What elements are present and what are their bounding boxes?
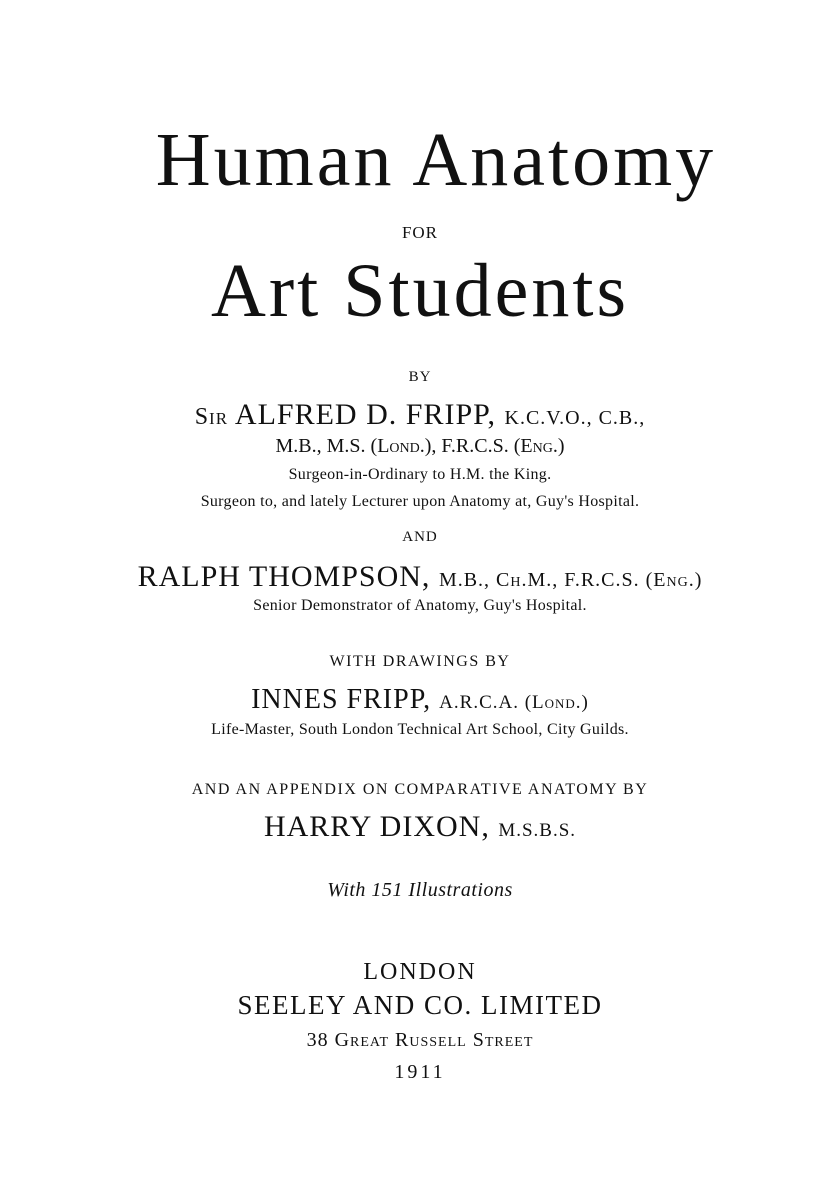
- author1-heading: [0, 400, 840, 430]
- author1-role-b: Surgeon to, and lately Lecturer upon Anatomy at, Guy's Hospital.: [200, 493, 640, 510]
- author1-degrees-a: K.C.V.O., C.B.,: [504, 407, 646, 429]
- title-connector: FOR: [401, 223, 439, 242]
- author1-role-a: Surgeon-in-Ordinary to H.M. the King.: [288, 466, 552, 483]
- and-label: AND: [402, 529, 438, 545]
- illustrator-heading: [0, 686, 840, 714]
- author3-degrees: M.S.B.S.: [498, 820, 577, 841]
- author3-heading: [0, 812, 840, 842]
- by-label: BY: [408, 369, 432, 385]
- illustrator-name: INNES FRIPP,: [251, 684, 432, 715]
- illustrator-role: Life-Master, South London Technical Art School, City Guilds.: [211, 721, 629, 738]
- author3-name: HARRY DIXON,: [263, 810, 490, 843]
- imprint-city: LONDON: [363, 959, 477, 985]
- illustrator-degrees: A.R.C.A. (Lond.): [439, 692, 589, 713]
- author2-role: Senior Demonstrator of Anatomy, Guy's Hospital.: [253, 597, 587, 614]
- imprint-year: 1911: [394, 1061, 446, 1083]
- author1-name: ALFRED D. FRIPP,: [234, 398, 496, 431]
- book-title-line1: Human Anatomy: [155, 118, 717, 202]
- appendix-label: AND AN APPENDIX ON COMPARATIVE ANATOMY BY: [191, 781, 649, 798]
- imprint-publisher: SEELEY AND CO. LIMITED: [237, 990, 603, 1020]
- author2-degrees: M.B., Ch.M., F.R.C.S. (Eng.): [438, 569, 703, 591]
- author2-heading: [0, 562, 840, 592]
- author1-prefix: Sir: [194, 404, 229, 430]
- book-title-line2: Art Students: [210, 249, 630, 333]
- illustrations-note: With 151 Illustrations: [327, 879, 513, 901]
- drawings-by-label: WITH DRAWINGS BY: [329, 653, 511, 670]
- author1-degrees-b: M.B., M.S. (Lond.), F.R.C.S. (Eng.): [275, 435, 565, 457]
- imprint-address: 38 Great Russell Street: [306, 1029, 534, 1051]
- author2-name: RALPH THOMPSON,: [137, 560, 431, 593]
